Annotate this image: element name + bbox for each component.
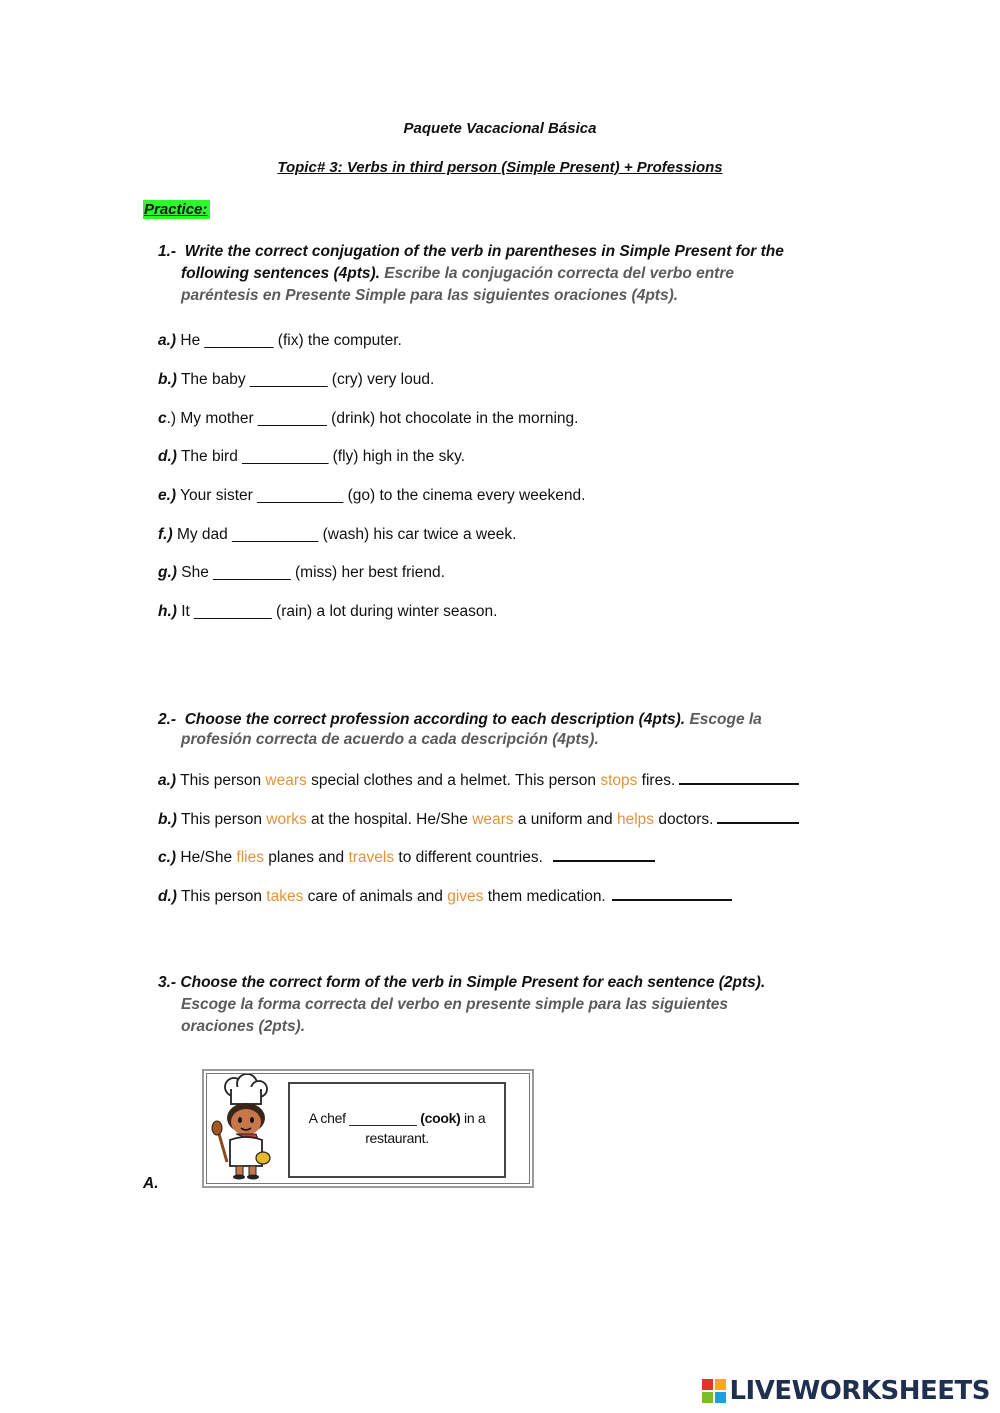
verb-highlight: wears — [265, 772, 307, 789]
item-label: d.) — [158, 888, 177, 905]
topic-heading: Topic# 3: Verbs in third person (Simple Present) + Professions — [277, 159, 723, 176]
item-text: He ________ (fix) the computer. — [176, 332, 402, 349]
section2-instruction-es-2: profesión correcta de acuerdo a cada descripción (4pts). — [181, 731, 599, 748]
section1-instruction-en-2: following sentences (4pts). — [181, 265, 380, 282]
item-text: them medication. — [483, 888, 606, 905]
s2-item-c — [158, 849, 655, 867]
verb-highlight: wears — [472, 811, 514, 828]
answer-blank[interactable] — [679, 783, 799, 785]
item-label: b.) — [158, 371, 177, 388]
item-text: doctors. — [654, 811, 714, 828]
item-text: care of animals and — [303, 888, 448, 905]
section3-instruction-en: Choose the correct form of the verb in Simple Present for each sentence (2pts). — [180, 974, 766, 991]
item-label: b.) — [158, 811, 177, 828]
verb-highlight: takes — [266, 888, 304, 905]
s1-item-b — [158, 371, 434, 389]
verb-highlight: helps — [616, 811, 655, 828]
section2-instruction — [158, 710, 858, 750]
item-label: e.) — [158, 487, 177, 504]
s1-item-a — [158, 332, 402, 350]
page-title: Paquete Vacacional Básica — [403, 120, 597, 137]
answer-blank[interactable] — [717, 822, 799, 824]
verb-highlight: gives — [447, 888, 484, 905]
item-text: This person — [176, 772, 266, 789]
item-text: .) My mother ________ (drink) hot chocolate in the morning. — [166, 410, 579, 427]
item-text: The baby _________ (cry) very loud. — [176, 371, 435, 388]
liveworksheets-logo-text: LIVEWORKSHEETS — [729, 1376, 990, 1406]
item-text: This person — [176, 888, 267, 905]
item-text: planes and — [263, 849, 349, 866]
s1-item-e — [158, 487, 585, 505]
item-label: a.) — [158, 772, 177, 789]
item-text: He/She — [176, 849, 237, 866]
section3-number: 3.- — [158, 974, 177, 991]
item-label: g.) — [158, 564, 177, 581]
exercise-label-a: A. — [143, 1175, 159, 1192]
item-label: c.) — [158, 849, 177, 866]
card-text-1: A chef _________ — [308, 1110, 421, 1126]
item-text: It _________ (rain) a lot during winter season. — [176, 603, 498, 620]
verb-highlight: works — [266, 811, 307, 828]
item-text: Your sister __________ (go) to the cinema every weekend. — [176, 487, 586, 504]
section1-instruction — [158, 241, 858, 307]
item-text: a uniform and — [513, 811, 617, 828]
chef-hat-icon — [225, 1074, 267, 1104]
practice-label: Practice: — [143, 200, 210, 219]
item-text: at the hospital. He/She — [306, 811, 473, 828]
verb-highlight: flies — [236, 849, 264, 866]
section2-number: 2.- — [158, 711, 177, 728]
item-text: fires. — [637, 772, 676, 789]
s1-item-d — [158, 448, 465, 466]
verb-highlight: stops — [600, 772, 638, 789]
s1-item-c — [158, 410, 578, 428]
item-text: special clothes and a helmet. This person — [306, 772, 601, 789]
sentence-box — [288, 1082, 506, 1178]
item-text: My dad __________ (wash) his car twice a week. — [172, 526, 517, 543]
section2-instruction-es-1: Escoge la — [689, 711, 762, 728]
item-text: This person — [176, 811, 267, 828]
item-label: h.) — [158, 603, 177, 620]
section3-instruction-es-2: oraciones (2pts). — [181, 1018, 306, 1035]
item-text: The bird __________ (fly) high in the sky. — [176, 448, 466, 465]
s1-item-h — [158, 603, 497, 621]
card-text-2: in a — [460, 1110, 486, 1126]
spoon-icon — [212, 1121, 227, 1162]
section1-instruction-es-1: Escribe la conjugación correcta del verbo entre — [384, 265, 734, 282]
section2-instruction-en: Choose the correct profession according to each description (4pts). — [184, 711, 686, 728]
item-text: to different countries. — [394, 849, 543, 866]
s2-item-d — [158, 888, 732, 906]
item-text: She _________ (miss) her best friend. — [176, 564, 445, 581]
answer-blank[interactable] — [612, 899, 732, 901]
item-label: c — [158, 410, 167, 427]
s2-item-b — [158, 811, 799, 829]
s1-item-f — [158, 526, 516, 544]
item-label: a.) — [158, 332, 177, 349]
section3-instruction — [158, 972, 858, 1038]
verb-highlight: travels — [348, 849, 395, 866]
item-label: d.) — [158, 448, 177, 465]
s2-item-a — [158, 772, 799, 790]
section1-instruction-en-1: Write the correct conjugation of the verb in parentheses in Simple Present for the — [184, 243, 784, 260]
section1-number: 1.- — [158, 243, 177, 260]
chef-illustration — [208, 1074, 282, 1180]
section3-instruction-es-1: Escoge la forma correcta del verbo en presente simple para las siguientes — [181, 996, 729, 1013]
answer-blank[interactable] — [553, 860, 655, 862]
card-verb: (cook) — [420, 1110, 461, 1126]
card-text-3: restaurant. — [365, 1130, 429, 1146]
s1-item-g — [158, 564, 445, 582]
liveworksheets-logo-icon — [701, 1378, 727, 1404]
section1-instruction-es-2: paréntesis en Presente Simple para las siguientes oraciones (4pts). — [181, 287, 679, 304]
item-label: f.) — [158, 526, 173, 543]
liveworksheets-logo — [701, 1376, 990, 1406]
